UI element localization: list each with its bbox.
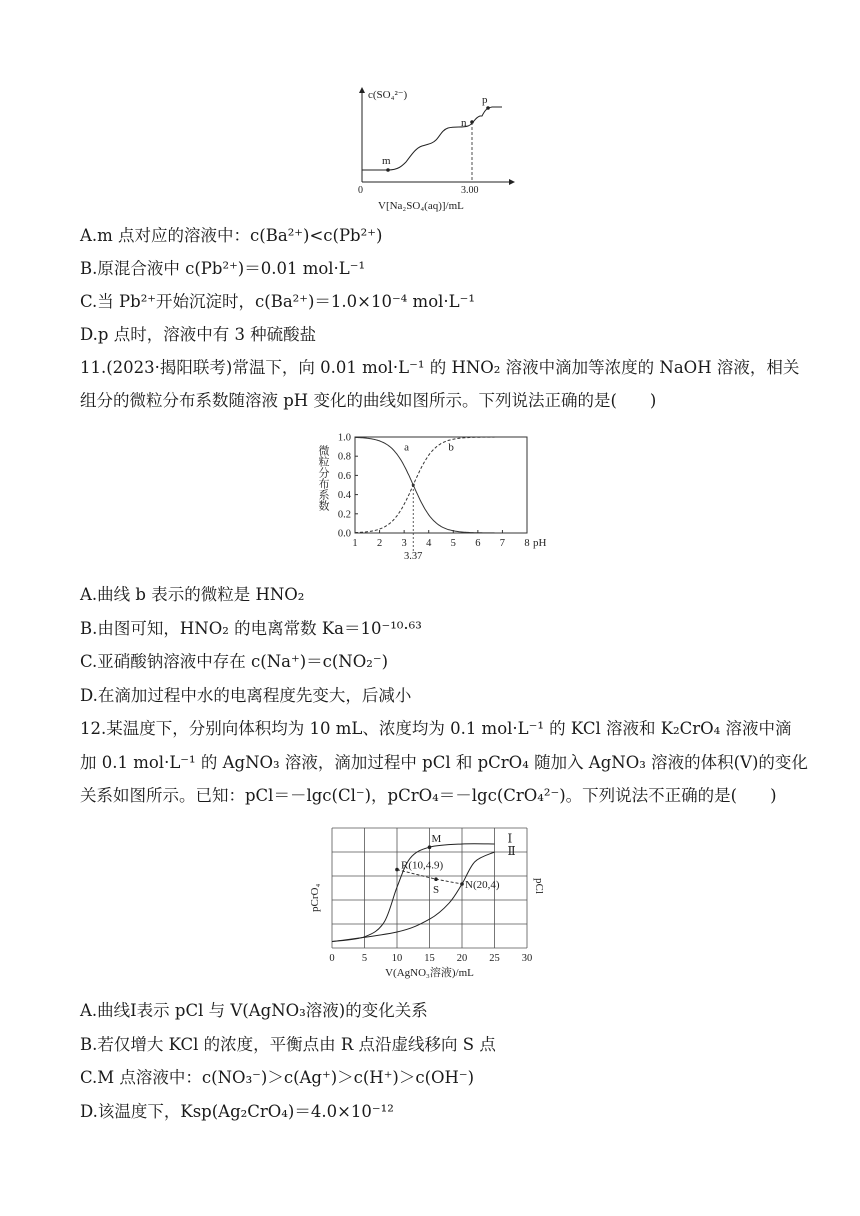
series-I-label: Ⅰ [507,831,513,846]
q11-option-c: C.亚硝酸钠溶液中存在 c(Na⁺)＝c(NO₂⁻) [80,652,389,671]
point-n-label: n [461,117,467,129]
q12-option-c: C.M 点溶液中：c(NO₃⁻)＞c(Ag⁺)＞c(H⁺)＞c(OH⁻) [80,1068,475,1087]
sulfate-titration-figure [340,82,540,217]
y-tick-label: 0.0 [337,528,351,540]
x-tick-3: 3.00 [461,185,479,196]
series-a-label: a [404,441,410,454]
q12-option-b: B.若仅增大 KCl 的浓度，平衡点由 R 点沿虚线移向 S 点 [80,1035,496,1054]
series-a-curve [355,437,527,533]
y-tick-label: 0.6 [337,470,351,482]
point-S [434,877,438,881]
q11-option-b: B.由图可知，HNO₂ 的电离常数 Ka＝10⁻¹⁰·⁶³ [80,619,422,638]
x-tick-label: 3 [401,538,407,549]
x-tick-label: 8 [524,538,530,549]
x-tick-label: 5 [361,953,368,964]
q11-option-d: D.在滴加过程中水的电离程度先变大，后减小 [80,686,412,705]
x-tick-label: 10 [391,953,403,964]
plot-frame [355,437,527,533]
origin-label: 0 [358,185,363,196]
x-tick-label: 7 [499,538,506,549]
point-N [460,882,464,886]
q11-option-a: A.曲线 b 表示的微粒是 HNO₂ [80,585,305,604]
x-tick-label: 15 [424,953,435,964]
distribution-coefficient-chart [305,425,565,575]
x-tick-label: 6 [475,538,481,549]
series-b-label: b [448,441,454,454]
point-M-label: M [431,833,442,846]
q12-stem-line-1: 12.某温度下，分别向体积均为 10 mL、浓度均为 0.1 mol·L⁻¹ 的 KCl 溶液和 K₂CrO₄ 溶液中滴 [80,719,792,738]
x-axis-label: V(AgNO₃溶液)/mL [385,967,474,979]
y-axis-label: 微粒分布系数 [317,445,329,511]
q12-stem-line-3: 关系如图所示。已知：pCl＝－lgc(Cl⁻)，pCrO₄＝－lgc(CrO₄²⁻)。下列说法不正确的是( ) [80,786,777,805]
x-axis-label: V[Na₂SO₄(aq)]/mL [378,200,464,212]
point-N-label: N(20,4) [465,879,500,891]
series-II-label: Ⅱ [507,844,516,859]
crossover-point [412,484,415,487]
x-tick-label: 5 [450,538,456,549]
x-tick-label: 1 [352,538,358,549]
y-tick-label: 1.0 [337,432,351,444]
y-axis-label: c(SO₄²⁻) [368,89,408,101]
y-tick-label: 0.8 [337,451,351,463]
point-m [386,168,390,172]
x-tick-label: 4 [426,538,432,549]
x-tick-label: 0 [329,953,335,964]
point-R [395,868,399,872]
q10-option-c: C.当 Pb²⁺开始沉淀时，c(Ba²⁺)＝1.0×10⁻⁴ mol·L⁻¹ [80,292,475,311]
x-tick-label: 20 [456,953,468,964]
silver-precipitation-chart [300,820,560,985]
x-tick-label: 25 [489,953,500,964]
q11-stem-line-1: 11.(2023·揭阳联考)常温下，向 0.01 mol·L⁻¹ 的 HNO₂ 溶液中滴加等浓度的 NaOH 溶液，相关 [80,358,800,377]
y-axis-right-label: pCl [533,878,545,894]
x-axis-label: pH [533,537,547,549]
q11-stem-line-2: 组分的微粒分布系数随溶液 pH 变化的曲线如图所示。下列说法正确的是( ) [80,391,657,410]
series-b-curve [355,437,527,533]
x-tick-label: 30 [521,953,533,964]
y-tick-label: 0.4 [337,490,351,502]
point-M [428,845,432,849]
q12-option-d: D.该温度下，Ksp(Ag₂CrO₄)＝4.0×10⁻¹² [80,1102,394,1121]
y-axis-left-label: pCrO₄ [309,883,321,912]
point-m-label: m [382,155,391,167]
point-S-label: S [432,884,440,897]
pka-marker-label: 3.37 [404,551,423,562]
x-tick-label: 2 [376,538,383,549]
y-tick-label: 0.2 [337,509,351,521]
q10-option-a: A.m 点对应的溶液中：c(Ba²⁺)<c(Pb²⁺) [80,226,383,245]
point-p [486,106,490,110]
q10-option-b: B.原混合液中 c(Pb²⁺)＝0.01 mol·L⁻¹ [80,259,366,278]
point-p-label: p [482,94,488,106]
q12-option-a: A.曲线Ⅰ表示 pCl 与 V(AgNO₃溶液)的变化关系 [80,1001,428,1020]
q12-stem-line-2: 加 0.1 mol·L⁻¹ 的 AgNO₃ 溶液，滴加过程中 pCl 和 pCrO₄ 随加入 AgNO₃ 溶液的体积(V)的变化 [80,753,808,772]
point-R-label: R(10,4.9) [401,859,444,872]
q10-option-d: D.p 点时，溶液中有 3 种硫酸盐 [80,325,317,344]
